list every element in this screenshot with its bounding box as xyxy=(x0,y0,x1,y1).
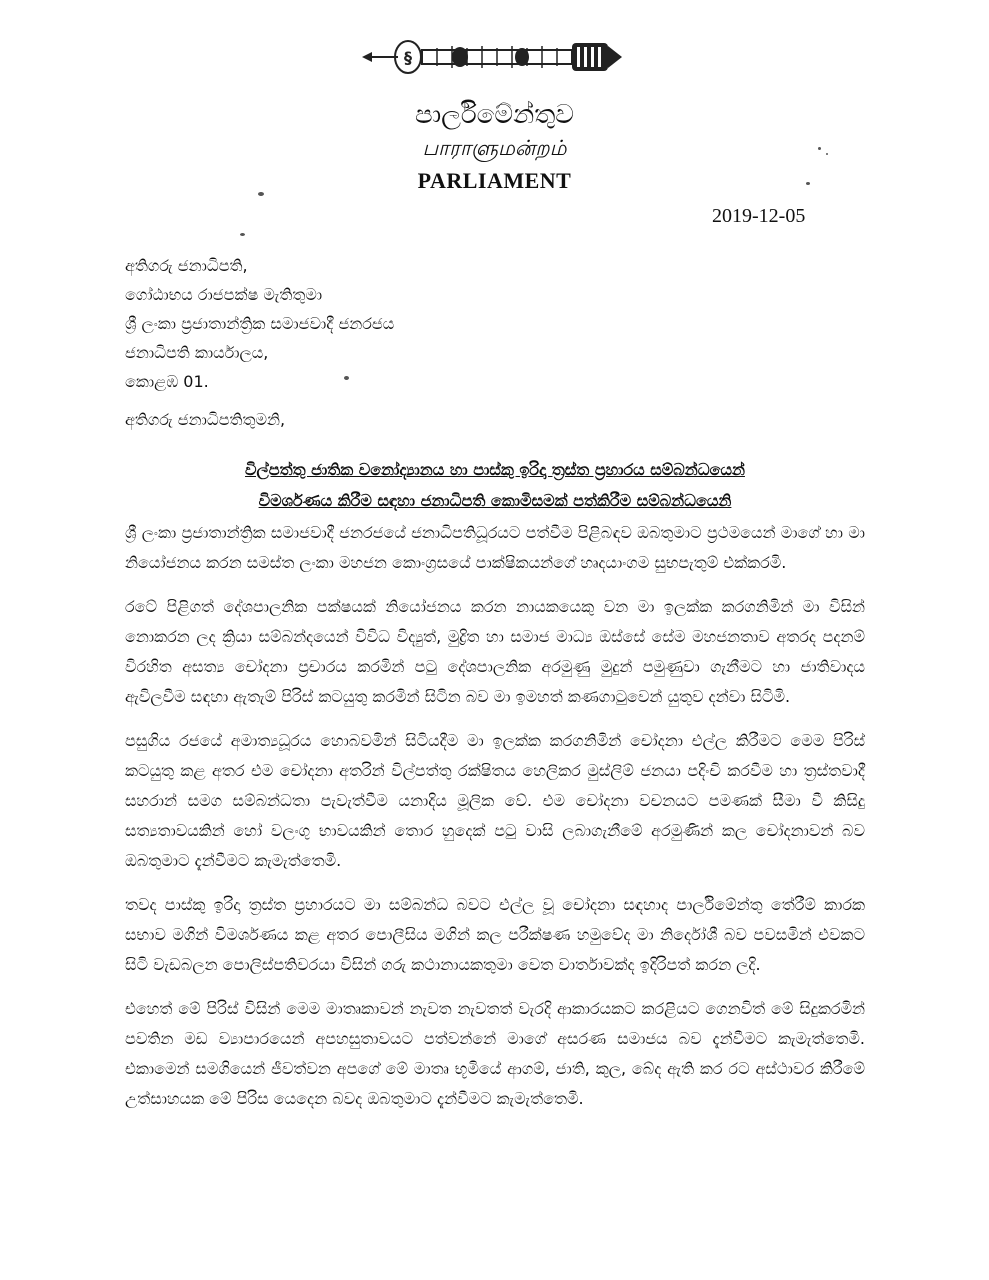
scan-speck xyxy=(240,233,245,236)
subject-line: විල්පත්තු ජාතික වනෝද්‍යානය හා පාස්කු ඉරිදා ත්‍රස්ත ප්‍රහාරය සම්බන්ධයෙන් xyxy=(245,460,745,479)
scan-speck xyxy=(258,192,264,196)
subject-line: විමර්ශණය කිරීම සඳහා ජනාධිපති කොමිසමක් පත්කිරීම සම්බන්ධයෙනි xyxy=(258,491,732,510)
scan-speck xyxy=(806,182,810,185)
scan-speck xyxy=(344,376,349,380)
address-line: ශ්‍රී ලංකා ප්‍රජාතාන්ත්‍රික සමාජවාදී ජනරජය xyxy=(125,314,395,333)
header-sinhala: පාර්ලිමේන්තුව xyxy=(414,100,575,130)
address-line: අතිගරු ජනාධිපති, xyxy=(125,256,248,275)
subject-heading xyxy=(130,454,860,516)
body-paragraph: ශ්‍රී ලංකා ප්‍රජාතාන්ත්‍රික සමාජවාදී ජනරජයේ ජනාධිපතිධූරයට පත්වීම පිළිබඳව ඔබතුමාට ප්‍රථමයෙන් මාගේ හා මා නියෝජනය කරන සමස්ත ලංකා මහජන කොංග්‍රසයේ පාක්ෂිකයන්ගේ හෘදයාංගම සුභපැතුම් එක්කරමි. xyxy=(125,523,865,572)
letter-body xyxy=(125,518,865,1128)
address-line: කොළඹ 01. xyxy=(125,372,209,391)
parliament-mace-icon xyxy=(362,38,624,76)
body-paragraph: තවද පාස්කු ඉරිදා ත්‍රස්ත ප්‍රහාරයට මා සම්බන්ධ බවට එල්ල වූ චෝදනා සඳහාද පාර්ලිමේන්තු තේරීම් කාරක සභාව මගින් විමර්ශණය කළ අතර පොලීසිය මගින් කල පරීක්ෂණ හමුවේද මා නිර්දෝශී බව පවසමින් එවකට සිටි වැඩබලන පොලිස්පතිවරයා විසින් ගරු කථානායකතුමා වෙත වාර්තාවක්ද ඉදිරිපත් කරන ලදි. xyxy=(125,895,865,974)
body-paragraph: එහෙත් මේ පිරිස් විසින් මෙම මාතෘකාවන් නැවත නැවතත් වැරදි ආකාරයකට කරළියට ගෙනවිත් මේ සිදුකරමින් පවතින මඩ ව්‍යාපාරයෙන් අපහසුතාවයට පත්වන්නේ මාගේ අසරණ සමාජය බව දැන්වීමට කැමැත්තෙමි. එකාමෙන් සමගියෙන් ජීවත්වන අපගේ මේ මාතෘ භූමියේ ආගම්, ජාති, කුල, බේද ඇති කර රට අස්ථාවර කිරීමේ උත්සාහයක මේ පිරිස යෙදෙන බවද ඔබතුමාට දැන්වීමට කැමැත්තෙමි. xyxy=(125,999,865,1108)
recipient-address xyxy=(125,251,394,396)
svg-text:§: § xyxy=(404,48,412,67)
letter-date: 2019-12-05 xyxy=(712,205,806,227)
body-paragraph: රටේ පිළිගත් දේශපාලනික පක්ෂයක් නියෝජනය කරන නායකයෙකු වන මා ඉලක්ක කරගනිමින් මා විසින් නොකරන ලද ක්‍රියා සම්බන්දයෙන් විවිධ විද්‍යුත්, මුද්‍රිත හා සමාජ මාධ්‍ය ඔස්සේ සේම මහජනතාව අතරද පදනම් විරහිත අසත්‍ය චෝදනා ප්‍රචාරය කරමින් පටු දේශපාලනික අරමුණු මුදුන් පමුණුවා ගැනීමට හා ජාතිවාදය ඇවිලවීම සඳහා ඇතැම් පිරිස් කටයුතු කරමින් සිටින බව මා ඉමහත් කණගාටුවෙන් යුතුව දන්වා සිටිමි. xyxy=(125,597,865,706)
scan-speck xyxy=(818,147,821,150)
scan-speck xyxy=(826,153,828,155)
salutation: අතිගරු ජනාධිපතිතුමනි, xyxy=(125,410,286,429)
address-line: ජනාධිපති කාර්යාලය, xyxy=(125,343,269,362)
body-paragraph: පසුගිය රජයේ අමාත්‍යධූරය හොබවමින් සිටියදීම මා ඉලක්ක කරගනිමින් චෝදනා එල්ල කිරීමට මෙම පිරිස් කටයුතු කළ අතර එම චෝදනා අතරින් විල්පත්තු රක්ෂිතය හෙලිකර මුස්ලිම් ජනයා පදිංචි කරවීම හා ත්‍රස්තවාදී සහරාන් සමග සම්බන්ධතා පැවැත්වීම යනාදිය මූලික වේ. එම චෝදනා වචනයට පමණක් සීමා වී කිසිදු සත්‍යතාවයකින් හෝ වලංගු භාවයකින් තොර හුදෙක් පටු වාසි ලබාගැනීමේ අරමුණින් කල චෝදනාවන් බව ඔබතුමාට දැන්වීමට කැමැත්තෙමි. xyxy=(125,731,865,870)
header-english: PARLIAMENT xyxy=(417,168,572,193)
header-tamil: பாராளுமன்றம் xyxy=(422,136,567,160)
address-line: ගෝඨාභය රාජපක්ෂ මැතිතුමා xyxy=(125,285,323,304)
